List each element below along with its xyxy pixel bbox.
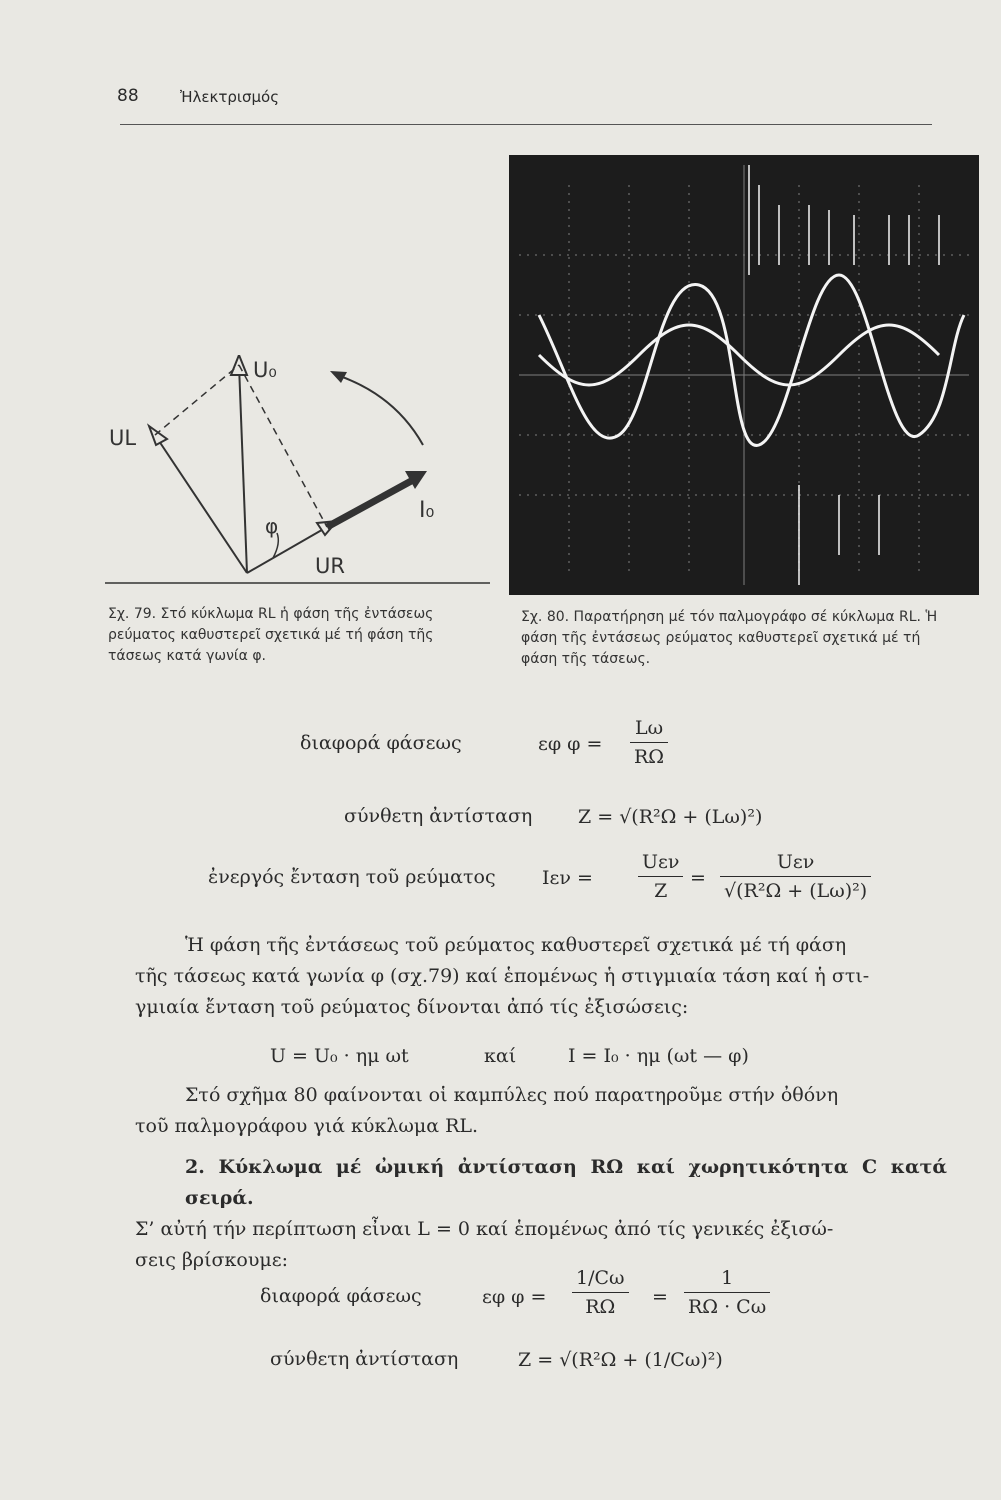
figure-80-caption: Σχ. 80. Παρατήρηση μέ τόν παλμογράφο σέ κύκλωμα RL. Ἡ φάση τῆς ἐντάσεως ρεύματος καθυστερεῖ σχετικά μέ τή φάση τῆς τάσεως. <box>521 609 938 667</box>
rc-phase-equals: = <box>652 1286 668 1308</box>
instant-current-eq: I = I₀ · ημ (ωt — φ) <box>568 1045 749 1067</box>
rl-current-fraction-2 <box>720 850 871 903</box>
rl-phase-lhs: εφ φ = <box>538 733 603 755</box>
label-ul: UL <box>109 426 137 450</box>
rl-current-numerator-1: Uεν <box>642 851 680 873</box>
label-i0: I₀ <box>419 498 435 523</box>
rc-phase-numerator-2: 1 <box>721 1267 734 1289</box>
paragraph-line: τῆς τάσεως κατά γωνία φ (σχ.79) καί ἑπομένως ἡ στιγμιαία τάση καί ἡ στι- <box>135 965 870 987</box>
rc-phase-denominator-1: RΩ <box>585 1296 616 1318</box>
rl-impedance-expression: Z = √(R²Ω + (Lω)²) <box>578 806 763 828</box>
rc-phase-fraction-1 <box>572 1266 629 1319</box>
ul-arrowhead <box>149 426 167 445</box>
rl-current-denominator-1: Z <box>654 880 668 902</box>
dashed-ul-u0 <box>155 365 239 435</box>
label-u0: U₀ <box>253 358 277 382</box>
fraction-bar <box>630 742 668 743</box>
fraction-bar <box>684 1292 770 1293</box>
header-rule <box>120 124 932 125</box>
rc-phase-label: διαφορά φάσεως <box>260 1285 422 1307</box>
section-2-heading: 2. Κύκλωμα μέ ὠμική ἀντίσταση RΩ καί χωρητικότητα C κατά σειρά. <box>185 1156 947 1209</box>
running-header: Ἠλεκτρισμός <box>180 88 280 106</box>
ul-phasor <box>155 435 247 573</box>
rl-current-fraction-1 <box>638 850 683 903</box>
rc-phase-lhs: εφ φ = <box>482 1286 547 1308</box>
rl-impedance-label: σύνθετη ἀντίσταση <box>344 805 533 827</box>
fraction-bar <box>720 876 871 877</box>
rl-current-label: ἐνεργός ἔνταση τοῦ ρεύματος <box>208 866 496 888</box>
paragraph-oscilloscope <box>135 1080 947 1142</box>
figure-79-phasor-diagram <box>105 355 495 595</box>
page-number: 88 <box>117 86 139 106</box>
rc-phase-numerator-1: 1/Cω <box>576 1267 625 1289</box>
paragraph-line: γμιαία ἔνταση τοῦ ρεύματος δίνονται ἀπό τίς ἐξισώσεις: <box>135 996 689 1018</box>
paragraph-line: Σ’ αὐτή τήν περίπτωση εἶναι L = 0 καί ἑπομένως ἀπό τίς γενικές ἐξισώ- <box>135 1218 834 1240</box>
u0-phasor <box>239 365 247 573</box>
dashed-u0-ur <box>239 365 327 527</box>
rc-phase-fraction-2 <box>684 1266 770 1319</box>
figure-79-caption: Σχ. 79. Στό κύκλωμα RL ἡ φάση τῆς ἐντάσεως ρεύματος καθυστερεῖ σχετικά μέ τή φάση τῆς τάσεως κατά γωνία φ. <box>108 606 434 664</box>
paragraph-line: τοῦ παλμογράφου γιά κύκλωμα RL. <box>135 1115 479 1137</box>
paragraph-line: σεις βρίσκουμε: <box>135 1249 288 1271</box>
rl-phase-numerator: Lω <box>634 717 664 739</box>
rc-impedance-label: σύνθετη ἀντίσταση <box>270 1348 459 1370</box>
label-ur: UR <box>315 554 345 578</box>
paragraph-line: Στό σχῆμα 80 φαίνονται οἱ καμπύλες πού παρατηροῦμε στήν ὀθόνη <box>185 1084 839 1106</box>
rl-phase-label: διαφορά φάσεως <box>300 732 462 754</box>
rl-current-equals: = <box>690 867 706 889</box>
label-phi: φ <box>265 514 279 538</box>
fraction-bar <box>572 1292 629 1293</box>
paragraph-line: Ἡ φάση τῆς ἐντάσεως τοῦ ρεύματος καθυστερεῖ σχετικά μέ τή φάση <box>185 934 847 956</box>
i0-phasor <box>327 480 413 527</box>
rotation-arc <box>337 375 423 445</box>
section-2 <box>135 1152 947 1276</box>
rc-impedance-expression: Z = √(R²Ω + (1/Cω)²) <box>518 1349 723 1371</box>
paragraph-phase-lag <box>135 930 947 1023</box>
rl-current-denominator-2: √(R²Ω + (Lω)²) <box>724 880 868 902</box>
rl-current-numerator-2: Uεν <box>776 851 815 873</box>
rl-phase-fraction <box>630 716 668 769</box>
figure-80-oscilloscope-photo <box>509 155 979 595</box>
instant-and: καί <box>484 1045 517 1067</box>
rl-current-lhs: Iεν = <box>542 867 593 889</box>
rc-phase-denominator-2: RΩ · Cω <box>688 1296 767 1318</box>
rl-phase-denominator: RΩ <box>634 746 665 768</box>
instant-voltage-eq: U = U₀ · ημ ωt <box>270 1045 409 1067</box>
fraction-bar <box>638 876 683 877</box>
